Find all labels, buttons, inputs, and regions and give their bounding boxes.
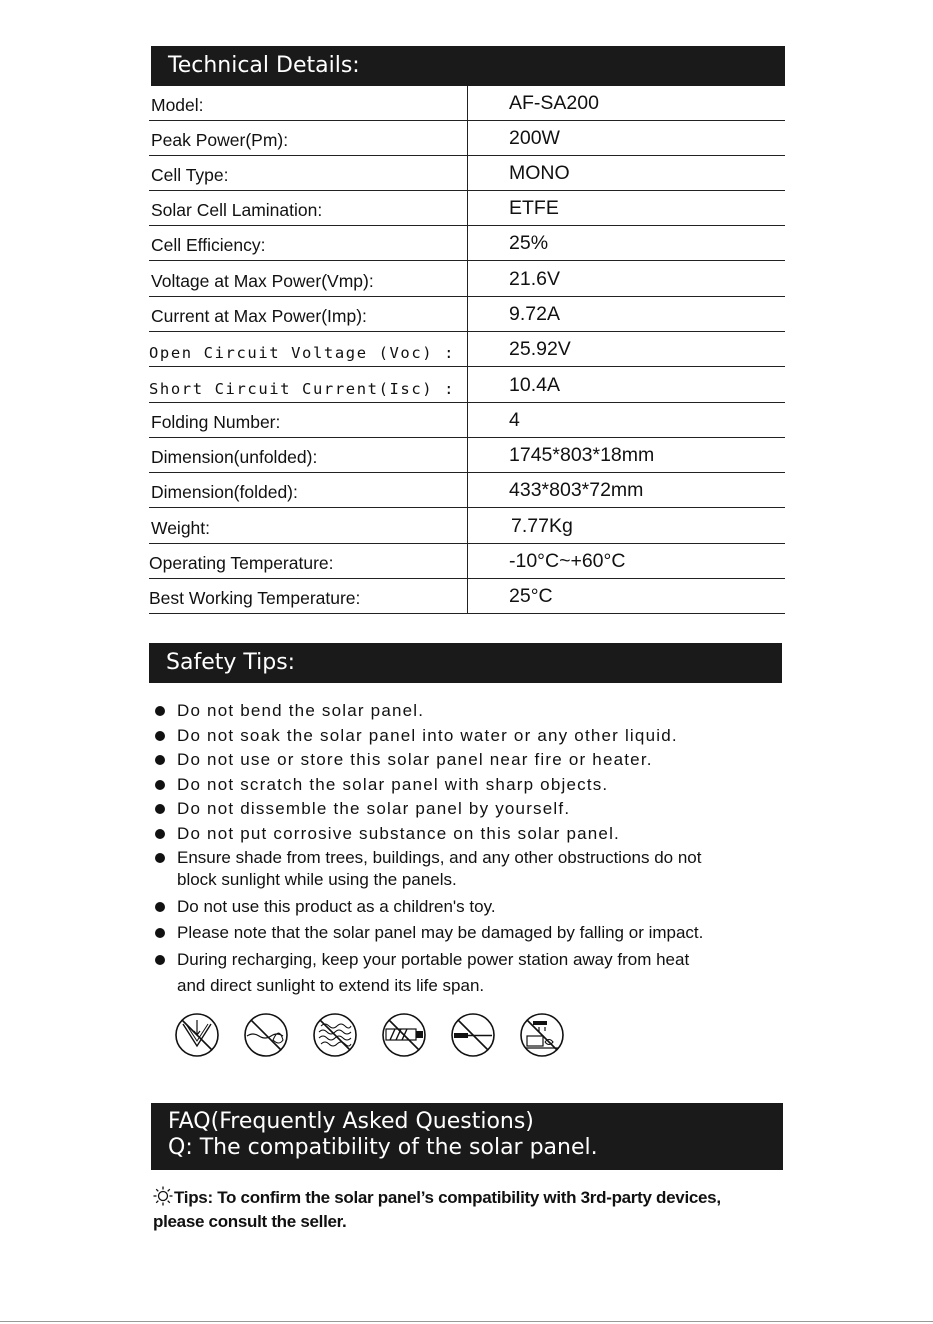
spec-value: 25% xyxy=(509,232,549,254)
table-row xyxy=(149,297,785,332)
safety-tips-heading: Safety Tips: xyxy=(166,650,296,675)
tip-text: and direct sunlight to extend its life span. xyxy=(177,976,485,995)
spec-label: Solar Cell Lamination: xyxy=(151,200,323,220)
tip-text: block sunlight while using the panels. xyxy=(177,870,457,889)
table-row xyxy=(149,156,785,191)
tip-text: Ensure shade from trees, buildings, and any other obstructions do not xyxy=(177,848,702,867)
spec-label: Short Circuit Current(Isc) : xyxy=(149,380,456,398)
page-bottom-divider xyxy=(0,1321,933,1322)
spec-label: Peak Power(Pm): xyxy=(151,130,289,150)
spec-value: 9.72A xyxy=(509,303,560,325)
table-row xyxy=(149,509,785,544)
faq-question: Q: The compatibility of the solar panel. xyxy=(168,1135,598,1160)
spec-label: Operating Temperature: xyxy=(149,553,334,573)
tip-line-2: please consult the seller. xyxy=(153,1212,347,1231)
bullet-icon xyxy=(155,731,165,741)
table-row xyxy=(149,121,785,156)
table-row xyxy=(149,86,785,121)
table-row xyxy=(149,191,785,226)
bullet-icon xyxy=(155,902,165,912)
bullet-icon xyxy=(155,829,165,839)
spec-value: 21.6V xyxy=(509,268,560,290)
spec-value: -10°C~+60°C xyxy=(509,550,626,572)
spec-value: ETFE xyxy=(509,197,559,219)
table-row xyxy=(149,473,785,508)
technical-details-heading-bar xyxy=(151,46,785,86)
spec-label: Dimension(unfolded): xyxy=(151,447,318,467)
row-divider xyxy=(149,613,785,614)
spec-label: Dimension(folded): xyxy=(151,482,298,502)
spec-value: 200W xyxy=(509,127,560,149)
spec-label: Best Working Temperature: xyxy=(149,588,361,608)
spec-label: Cell Type: xyxy=(151,165,229,185)
no-corrosive-icon xyxy=(519,1012,565,1058)
table-row xyxy=(149,403,785,438)
spec-label: Weight: xyxy=(151,518,211,538)
no-water-icon xyxy=(243,1012,289,1058)
tip-line-1: Tips: To confirm the solar panel’s compatibility with 3rd-party devices, xyxy=(174,1188,721,1207)
table-row xyxy=(149,262,785,297)
no-sharp-objects-icon xyxy=(381,1012,427,1058)
no-bending-icon xyxy=(174,1012,220,1058)
table-row xyxy=(149,438,785,473)
faq-title: FAQ(Frequently Asked Questions) xyxy=(168,1109,534,1134)
spec-value: 25.92V xyxy=(509,338,571,360)
table-row xyxy=(149,226,785,261)
bullet-icon xyxy=(155,804,165,814)
spec-label: Current at Max Power(Imp): xyxy=(151,306,367,326)
spec-label: Model: xyxy=(151,95,204,115)
spec-value: 433*803*72mm xyxy=(509,479,644,501)
row-divider xyxy=(149,260,785,261)
bullet-icon xyxy=(155,780,165,790)
spec-label: Folding Number: xyxy=(151,412,281,432)
tip-text: During recharging, keep your portable power station away from heat xyxy=(177,950,690,969)
bullet-icon xyxy=(155,706,165,716)
bullet-icon xyxy=(155,755,165,765)
row-divider xyxy=(149,507,785,508)
bullet-icon xyxy=(155,955,165,965)
tip-text: Do not put corrosive substance on this solar panel. xyxy=(177,824,620,843)
spec-value: 10.4A xyxy=(509,374,560,396)
spec-value: 7.77Kg xyxy=(511,515,573,537)
bullet-icon xyxy=(155,928,165,938)
tip-text: Do not soak the solar panel into water or any other liquid. xyxy=(177,726,678,745)
table-row xyxy=(149,579,785,614)
spec-value: 4 xyxy=(509,409,520,431)
tip-text: Do not use or store this solar panel near fire or heater. xyxy=(177,750,653,769)
technical-details-heading: Technical Details: xyxy=(168,53,360,78)
safety-tips-heading-bar xyxy=(149,643,782,683)
tip-text: Please note that the solar panel may be damaged by falling or impact. xyxy=(177,923,704,942)
faq-heading-bar xyxy=(151,1103,783,1170)
spec-label: Open Circuit Voltage (Voc) : xyxy=(149,344,456,362)
table-row xyxy=(149,332,785,367)
prohibition-icons-row xyxy=(174,1012,574,1062)
spec-value: 1745*803*18mm xyxy=(509,444,655,466)
tip-text: Do not bend the solar panel. xyxy=(177,701,425,720)
sun-icon xyxy=(153,1186,173,1206)
table-row xyxy=(149,544,785,579)
tip-text: Do not use this product as a children's toy. xyxy=(177,897,496,916)
specifications-table xyxy=(149,86,785,614)
spec-value: MONO xyxy=(509,162,570,184)
tip-text: Do not scratch the solar panel with sharp objects. xyxy=(177,775,609,794)
spec-value: AF-SA200 xyxy=(509,92,599,114)
no-disassembly-icon xyxy=(450,1012,496,1058)
spec-label: Voltage at Max Power(Vmp): xyxy=(151,271,374,291)
compatibility-tip xyxy=(153,1186,793,1234)
spec-value: 25°C xyxy=(509,585,553,607)
bullet-icon xyxy=(155,853,165,863)
table-row xyxy=(149,368,785,403)
row-divider xyxy=(149,366,785,367)
spec-label: Cell Efficiency: xyxy=(151,235,266,255)
tip-text: Do not dissemble the solar panel by yourself. xyxy=(177,799,571,818)
no-fire-icon xyxy=(312,1012,358,1058)
